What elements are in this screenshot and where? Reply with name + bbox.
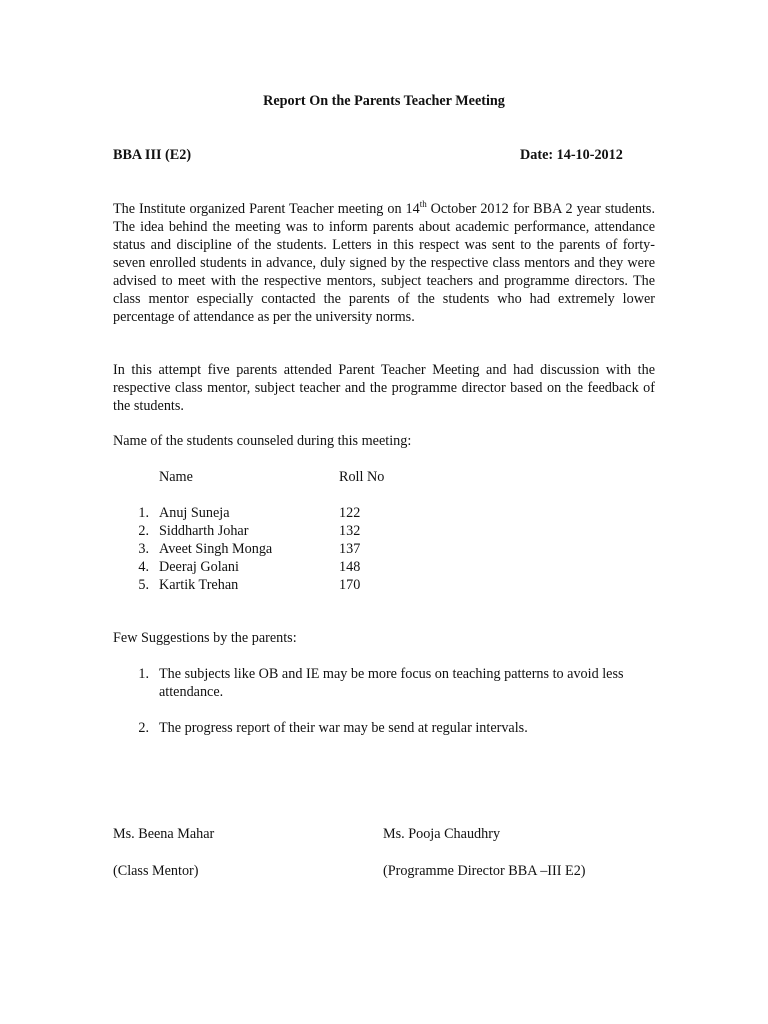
student-name: Aveet Singh Monga	[159, 541, 273, 557]
roll-number: 132	[339, 523, 361, 539]
roll-number: 148	[339, 559, 361, 575]
student-name: Siddharth Johar	[159, 523, 249, 539]
row-number: 5.	[138, 577, 149, 593]
suggestion-text: The subjects like OB and IE may be more focus on teaching patterns to avoid less attendance.	[159, 666, 624, 700]
row-number: 3.	[138, 541, 149, 557]
roll-number: 170	[339, 577, 361, 593]
row-number: 1.	[138, 505, 149, 521]
student-name: Kartik Trehan	[159, 577, 239, 593]
suggestion-number: 2.	[138, 720, 149, 736]
report-date: Date: 14-10-2012	[520, 147, 623, 163]
intro-text-start: The Institute organized Parent Teacher meeting on 14	[113, 201, 420, 217]
roll-number: 137	[339, 541, 361, 557]
row-number: 2.	[138, 523, 149, 539]
suggestions-heading: Few Suggestions by the parents:	[113, 630, 297, 646]
student-name: Anuj Suneja	[159, 505, 230, 521]
roll-number: 122	[339, 505, 361, 521]
class-label: BBA III (E2)	[113, 147, 192, 163]
report-title: Report On the Parents Teacher Meeting	[263, 93, 505, 109]
students-heading: Name of the students counseled during this meeting:	[113, 433, 412, 449]
column-header-name: Name	[159, 469, 193, 485]
signatory-role-left: (Class Mentor)	[113, 863, 199, 879]
row-number: 4.	[138, 559, 149, 575]
signatory-role-right: (Programme Director BBA –III E2)	[383, 863, 586, 879]
date-superscript: th	[419, 199, 427, 209]
suggestion-number: 1.	[138, 666, 149, 682]
column-header-roll: Roll No	[339, 469, 385, 485]
attendance-paragraph: In this attempt five parents attended Parent Teacher Meeting and had discussion with the respective class mentor, subject teacher and the programme director based on the feedback of the students.	[113, 362, 655, 414]
signatory-name-left: Ms. Beena Mahar	[113, 826, 215, 842]
student-name: Deeraj Golani	[159, 559, 239, 575]
suggestion-text: The progress report of their war may be send at regular intervals.	[159, 720, 528, 736]
intro-text-rest: October 2012 for BBA 2 year students. The idea behind the meeting was to inform parents about academic performance, attendance status and discipline of the students. Letters in this respect was sent to the parents of forty-seven enrolled students in advance, duly signed by the respective class mentors and they were advised to meet with the respective mentors, subject teachers and programme directors. The class mentor especially contacted the parents of the students who had extremely lower percentage of attendance as per the university norms.	[113, 201, 655, 325]
signatory-name-right: Ms. Pooja Chaudhry	[383, 826, 501, 842]
intro-paragraph	[113, 200, 655, 326]
